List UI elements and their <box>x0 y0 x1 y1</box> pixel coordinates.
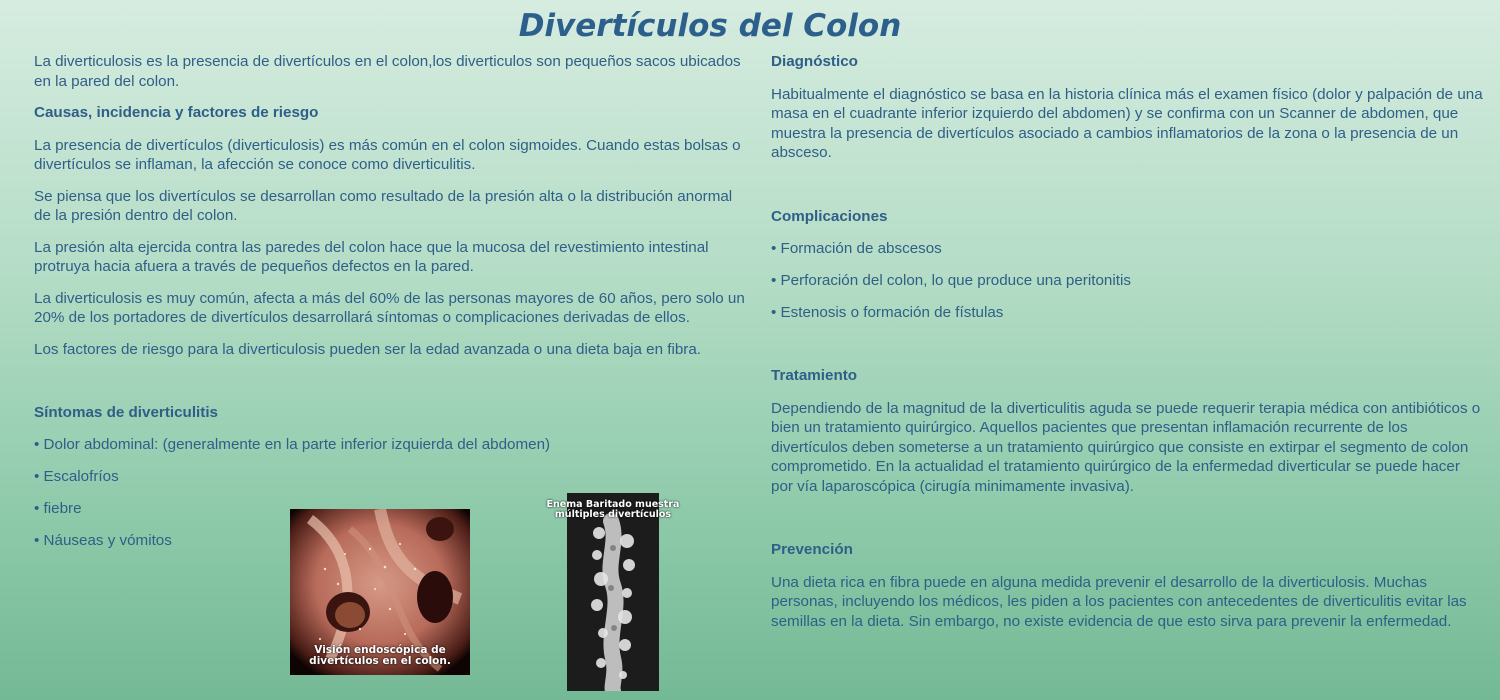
causes-paragraph-3: La presión alta ejercida contra las paredes del colon hace que la mucosa del revestimiento intestinal protruya hacia afuera a través de pequeños defectos en la pared. <box>34 238 709 275</box>
causes-paragraph-5: Los factores de riesgo para la diverticulosis pueden ser la edad avanzada o una dieta baja en fibra. <box>34 340 701 358</box>
endoscopy-image <box>290 509 470 675</box>
diagnosis-paragraph: Habitualmente el diagnóstico se basa en la historia clínica más el examen físico (dolor y palpación de una masa en el cuadrante inferior izquierdo del abdomen) y se confirma con un Scanner de abdomen, que muestra la presencia de divertículos asociado a cambios inflamatorios de la zona o la presencia de un absceso. <box>771 85 1483 161</box>
barium-enema-image <box>546 493 680 691</box>
treatment-paragraph: Dependiendo de la magnitud de la diverticulitis aguda se puede requerir terapia médica con antibióticos o bien un tratamiento quirúrgico. Aquellos pacientes que presentan inflamación recurrente de los divertículos deben someterse a un tratamiento quirúrgico que consiste en extirpar el segmento de colon comprometido. En la actualidad el tratamiento quirúrgico de la enfermedad diverticular se puede hacer por vía laparoscópica (cirugía minimamente invasiva). <box>771 399 1481 495</box>
list-item: • Perforación del colon, lo que produce una peritonitis <box>771 271 1131 289</box>
list-item: • Formación de abscesos <box>771 239 942 257</box>
treatment-heading: Tratamiento <box>771 367 858 384</box>
left-column <box>34 52 746 551</box>
symptoms-heading: Síntomas de diverticulitis <box>34 404 218 421</box>
list-item: • Escalofríos <box>34 468 119 485</box>
causes-heading: Causas, incidencia y factores de riesgo <box>34 104 319 121</box>
list-item: • fiebre <box>34 500 82 517</box>
barium-enema-illustration <box>567 493 659 691</box>
causes-paragraph-1: La presencia de divertículos (diverticulosis) es más común en el colon sigmoides. Cuando estas bolsas o divertículos se inflaman, la afección se conoce como diverticulitis. <box>34 136 741 173</box>
causes-paragraph-4: La diverticulosis es muy común, afecta a más del 60% de las personas mayores de 60 años, pero solo un 20% de los portadores de divertículos desarrollará síntomas o complicaciones derivadas de ellos. <box>34 289 745 326</box>
right-column <box>771 52 1483 631</box>
list-item: • Estenosis o formación de fístulas <box>771 303 1004 321</box>
list-item: • Náuseas y vómitos <box>34 532 172 549</box>
prevention-heading: Prevención <box>771 541 853 558</box>
complications-heading: Complicaciones <box>771 207 888 225</box>
endoscopy-caption: Visión endoscópica de divertículos en el colon. <box>309 644 451 667</box>
page-title: Divertículos del Colon <box>518 8 902 44</box>
causes-paragraph-2: Se piensa que los divertículos se desarrollan como resultado de la presión alta o la distribución anormal de la presión dentro del colon. <box>34 187 733 224</box>
barium-caption: Enema Baritado muestra múltiples divertículos <box>546 499 680 520</box>
intro-paragraph: La diverticulosis es la presencia de divertículos en el colon,los diverticulos son pequeños sacos ubicados en la pared del colon. <box>34 53 741 90</box>
diagnosis-heading: Diagnóstico <box>771 53 858 70</box>
prevention-paragraph: Una dieta rica en fibra puede en alguna medida prevenir el desarrollo de la diverticulosis. Muchas personas, incluyendo los médicos, les piden a los pacientes con antecedentes de diverticulitis evitar las semillas en la dieta. Sin embargo, no existe evidencia de que esto sirva para prevenir la enfermedad. <box>771 573 1467 630</box>
complications-list <box>771 239 1483 323</box>
list-item: • Dolor abdominal: (generalmente en la parte inferior izquierda del abdomen) <box>34 436 551 453</box>
